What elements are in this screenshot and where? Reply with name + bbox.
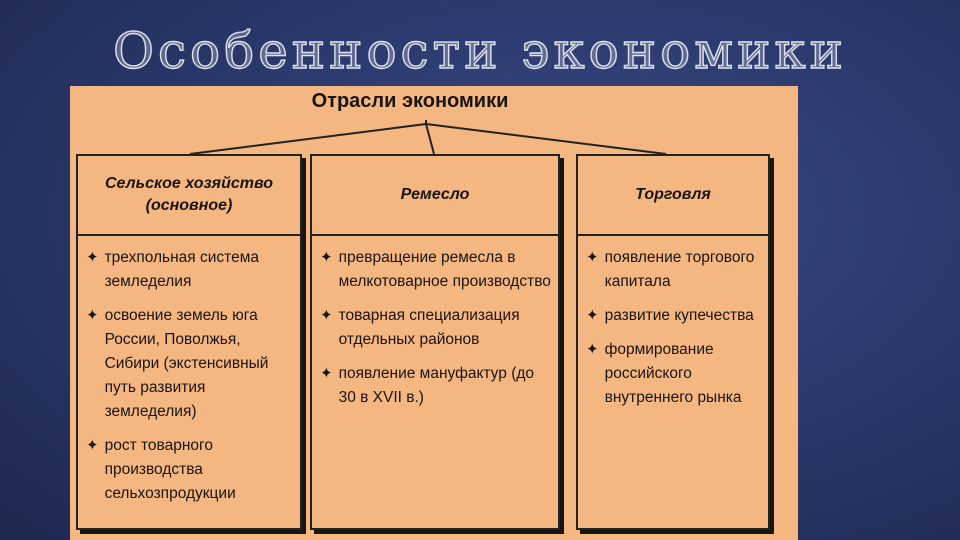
branch-heading-line1: Торговля bbox=[635, 186, 711, 204]
list-item-text: формирование российского внутреннего рынка bbox=[604, 341, 742, 407]
list-item-text: освоение земель юга России, Поволжья, Сибири (экстенсивный путь развития земледелия) bbox=[104, 307, 269, 421]
list-item-text: товарная специализация отдельных районов bbox=[338, 307, 520, 349]
list-item-text: превращение ремесла в мелкотоварное производство bbox=[338, 249, 551, 291]
branch-body bbox=[78, 236, 300, 506]
branch-heading-line1: Сельское хозяйство bbox=[104, 175, 274, 193]
list-item bbox=[320, 246, 552, 294]
branch-body bbox=[312, 236, 558, 410]
bullet-icon: ✦ bbox=[320, 365, 333, 383]
list-item bbox=[320, 304, 552, 352]
list-item-text: рост товарного производства сельхозпродукции bbox=[104, 437, 236, 503]
branch-heading bbox=[78, 156, 300, 236]
bullet-icon: ✦ bbox=[86, 249, 99, 266]
branch-heading-line2: (основное) bbox=[145, 197, 233, 214]
list-item bbox=[86, 246, 294, 294]
branch-heading-line1: Ремесло bbox=[400, 186, 470, 204]
list-item bbox=[586, 246, 762, 294]
list-item bbox=[586, 338, 762, 410]
list-item-text: появление мануфактур (до 30 в XVII в.) bbox=[338, 365, 535, 407]
bullet-icon: ✦ bbox=[86, 307, 99, 325]
slide-title: Особенности экономики bbox=[113, 22, 847, 80]
bullet-icon: ✦ bbox=[86, 437, 99, 455]
list-item bbox=[320, 362, 552, 410]
list-item-text: трехпольная система земледелия bbox=[104, 249, 259, 291]
list-item bbox=[586, 304, 762, 328]
branch-heading bbox=[312, 156, 558, 236]
branch-box-craft bbox=[310, 154, 560, 530]
list-item-text: развитие купечества bbox=[604, 307, 754, 325]
branch-box-agriculture bbox=[76, 154, 302, 530]
bullet-icon: ✦ bbox=[320, 307, 333, 325]
diagram-panel bbox=[70, 86, 798, 540]
bullet-icon: ✦ bbox=[320, 249, 333, 266]
list-item-text: появление торгового капитала bbox=[604, 249, 755, 291]
branch-box-trade bbox=[576, 154, 770, 530]
bullet-icon: ✦ bbox=[586, 307, 599, 325]
bullet-icon: ✦ bbox=[586, 341, 599, 359]
branch-heading bbox=[578, 156, 768, 236]
bullet-icon: ✦ bbox=[586, 249, 599, 266]
list-item bbox=[86, 304, 294, 424]
branch-body bbox=[578, 236, 768, 410]
root-label: Отрасли экономики bbox=[311, 90, 509, 112]
list-item bbox=[86, 434, 294, 506]
